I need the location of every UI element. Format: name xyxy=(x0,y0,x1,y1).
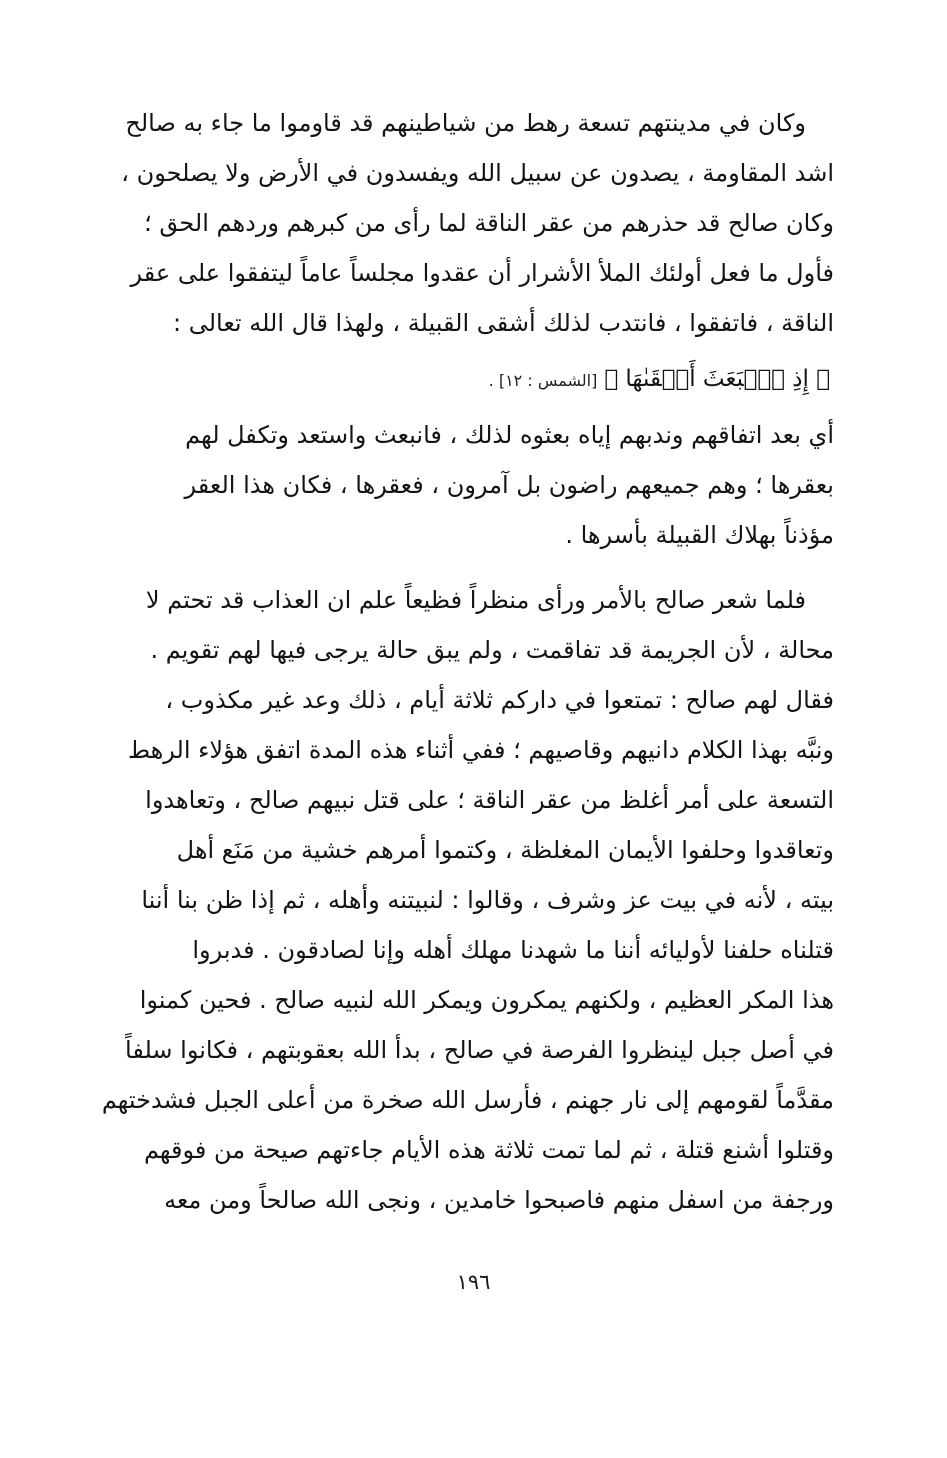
text-line: وقتلوا أشنع قتلة ، ثم لما تمت ثلاثة هذه الأيام جاءتهم صيحة من فوقهم xyxy=(143,1136,834,1164)
text-line: هذا المكر العظيم ، ولكنهم يمكرون ويمكر الله لنبيه صالح . فحين كمنوا xyxy=(139,986,834,1014)
text-line: ورجفة من اسفل منهم فاصبحوا خامدين ، ونجى الله صالحاً ومن معه xyxy=(164,1186,834,1214)
text-line: أي بعد اتفاقهم وندبهم إياه بعثوه لذلك ، فانبعث واستعد وتكفل لهم xyxy=(185,421,834,449)
text-line: فلما شعر صالح بالأمر ورأى منظراً فظيعاً علم ان العذاب قد تحتم لا xyxy=(145,586,806,614)
quran-verse xyxy=(82,354,834,404)
text-line: وكان في مدينتهم تسعة رهط من شياطينهم قد قاوموا ما جاء به صالح xyxy=(125,109,806,137)
paragraph-2 xyxy=(82,410,834,560)
paragraph-1 xyxy=(82,98,834,348)
text-line: وكان صالح قد حذرهم من عقر الناقة لما رأى من كبرهم وردهم الحق ؛ xyxy=(144,209,834,237)
paragraph xyxy=(82,98,834,348)
text-line: اشد المقاومة ، يصدون عن سبيل الله ويفسدون في الأرض ولا يصلحون ، xyxy=(121,159,834,187)
quran-reference: [الشمس : ١٢] . xyxy=(488,371,598,390)
text-line: الناقة ، فاتفقوا ، فانتدب لذلك أشقى القبيلة ، ولهذا قال الله تعالى : xyxy=(172,309,834,337)
text-line: وتعاقدوا وحلفوا الأيمان المغلظة ، وكتموا أمرهم خشية من مَنَع أهل xyxy=(176,836,834,864)
page-number: ١٩٦ xyxy=(456,1270,491,1294)
text-line: مؤذناً بهلاك القبيلة بأسرها . xyxy=(565,521,834,549)
text-line: بيته ، لأنه في بيت عز وشرف ، وقالوا : لنبيتنه وأهله ، ثم إذا ظن بنا أننا xyxy=(141,886,834,914)
text-line: مقدَّماً لقومهم إلى نار جهنم ، فأرسل الله صخرة من أعلى الجبل فشدختهم xyxy=(101,1086,834,1114)
text-line: فقال لهم صالح : تمتعوا في داركم ثلاثة أيام ، ذلك وعد غير مكذوب ، xyxy=(165,686,834,714)
paragraph xyxy=(82,575,834,1225)
text-line: قتلناه حلفنا لأوليائه أننا ما شهدنا مهلك أهله وإنا لصادقون . فدبروا xyxy=(192,936,834,964)
paragraph-3 xyxy=(82,575,834,1225)
text-line: بعقرها ؛ وهم جميعهم راضون بل آمرون ، فعقرها ، فكان هذا العقر xyxy=(184,471,834,499)
paragraph xyxy=(82,410,834,560)
text-line: محالة ، لأن الجريمة قد تفاقمت ، ولم يبق حالة يرجى فيها لهم تقويم . xyxy=(150,636,834,664)
text-line: فأول ما فعل أولئك الملأ الأشرار أن عقدوا مجلساً عاماً ليتفقوا على عقر xyxy=(130,259,834,287)
quran-verse-line xyxy=(82,354,834,404)
text-line: ونبَّه بهذا الكلام دانيهم وقاصيهم ؛ ففي أثناء هذه المدة اتفق هؤلاء الرهط xyxy=(127,736,834,764)
quran-ayah: ﴿ إِذِ ٱنۢبَعَثَ أَشۡقَىٰهَا ﴾ xyxy=(604,366,830,392)
text-line: التسعة على أمر أغلظ من عقر الناقة ؛ على قتل نبيهم صالح ، وتعاهدوا xyxy=(145,786,834,814)
text-line: في أصل جبل لينظروا الفرصة في صالح ، بدأ الله بعقوبتهم ، فكانوا سلفاً xyxy=(125,1036,834,1064)
